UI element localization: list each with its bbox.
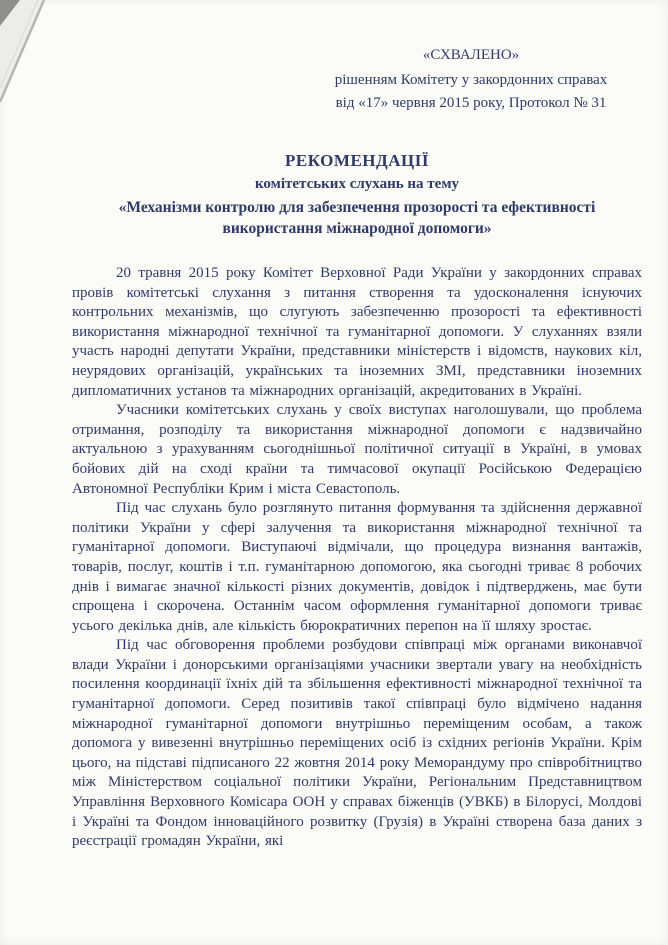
paragraph-1: 20 травня 2015 року Комітет Верховної Ради України у закордонних справах провів комітетські слухання з питання створення та удосконалення існуючих контрольних механізмів, що слугують забезпеченню прозорості та ефективності використання міжнародної технічної та гуманітарної допомоги. У слуханнях взяли участь народні депутати України, представники міністерств і відомств, наукових кіл, неурядових організацій, українських та іноземних ЗМІ, представники іноземних дипломатичних установ та міжнародних організацій, акредитованих в Україні. <box>72 265 642 399</box>
document-subtitle: комітетських слухань на тему <box>254 176 460 192</box>
paragraph-2: Учасники комітетських слухань у своїх виступах наголошували, що проблема отримання, розподілу та використання міжнародної допомоги є надзвичайно актуальною з урахуванням сьогоднішньої політичної ситуації в Україні, в умовах бойових дій на сході країни та тимчасової окупації Російською Федерацією Автономної Республіки Крим і міста Севастополь. <box>72 402 642 497</box>
document-title-block <box>72 150 642 239</box>
paragraph-3: Під час слухань було розглянуто питання формування та здійснення державної політики України у сфері залучення та використання міжнародної технічної та гуманітарної допомоги. Виступаючі відмічали, що процедура визнання вантажів, товарів, послуг, коштів і т.п. гуманітарною допомогою, яка сьогодні триває 8 робочих днів і вимагає значної кількості різних документів, довідок і підтверджень, має бути спрощена і скорочена. Останнім часом оформлення гуманітарної допомоги триває усього декілька днів, але кількість бюрократичних перепон на її шляху зростає. <box>72 500 642 634</box>
approval-line-2: від «17» червня 2015 року, Протокол № 31 <box>335 95 607 111</box>
paragraph-4: Під час обговорення проблеми розбудови співпраці між органами виконавчої влади України і донорськими організаціями учасники звертали увагу на необхідність посилення координації їхніх дій та збільшення ефективності міжнародної технічної та гуманітарної допомоги. Серед позитивів такої співпраці було відмічено надання міжнародної гуманітарної допомоги внутрішньо переміщеним особам, а також допомога у вивезенні внутрішньо переміщених осіб із східних регіонів України. Крім цього, на підставі підписаного 22 жовтня 2014 року Меморандуму про співробітництво між Міністерством соціальної політики України, Регіональним Представництвом Управління Верховного Комісара ООН у справах біженців (УВКБ) в Білорусі, Молдові і Україні та Фондом інноваційного розвитку (Грузія) в Україні створена база даних з реєстрації громадян України, які <box>72 637 642 850</box>
folded-corner <box>0 0 60 115</box>
approval-label: «СХВАЛЕНО» <box>422 47 520 63</box>
document-body <box>72 264 642 852</box>
document-title: РЕКОМЕНДАЦІЇ <box>285 151 429 170</box>
approval-stamp-block <box>300 44 642 115</box>
document-topic: «Механізми контролю для забезпечення прозорості та ефективності використання міжнародної допомоги» <box>118 199 596 237</box>
approval-line-1: рішенням Комітету у закордонних справах <box>334 72 608 88</box>
